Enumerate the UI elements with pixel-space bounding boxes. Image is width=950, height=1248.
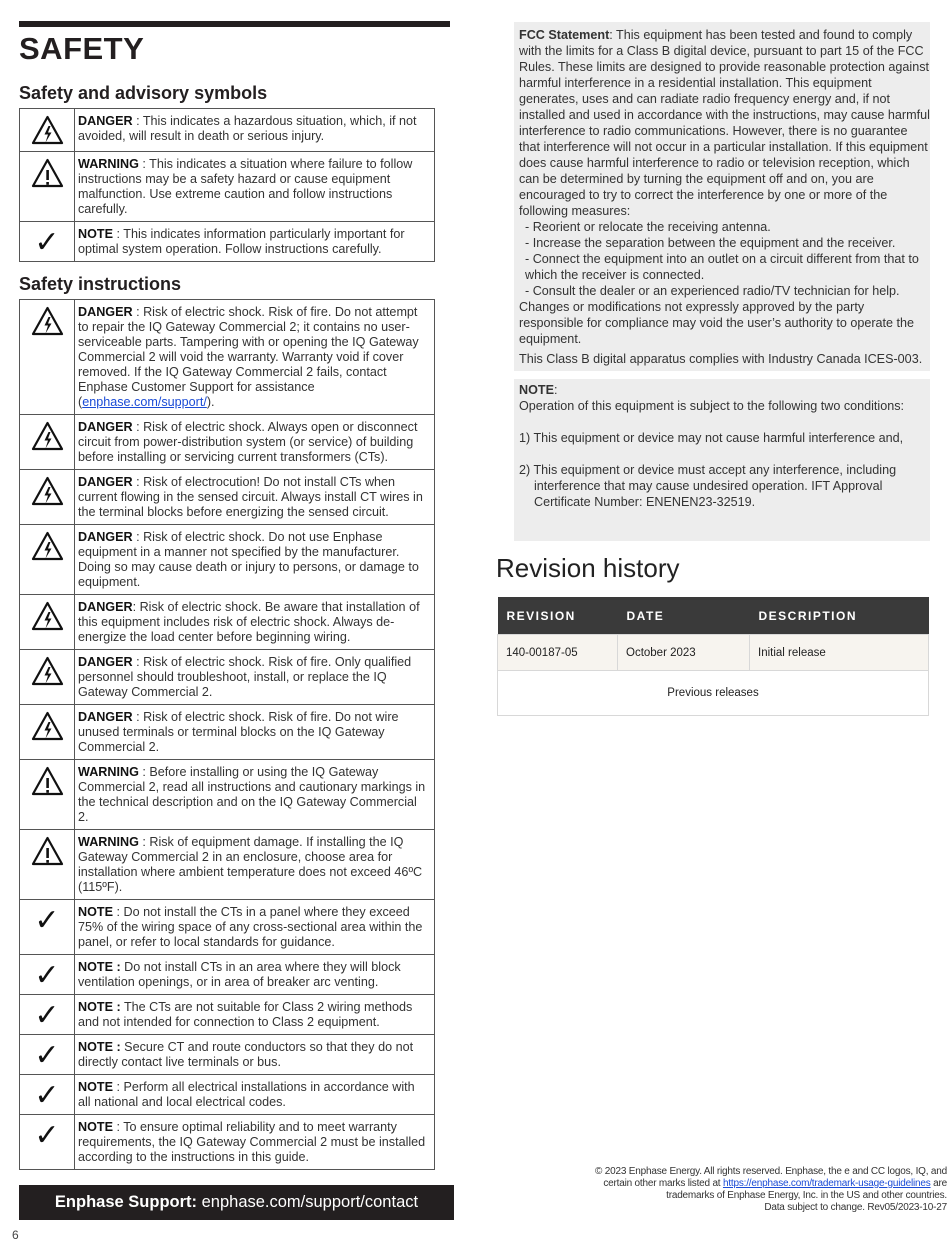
electric-shock-icon <box>31 711 64 741</box>
icon-cell <box>20 705 75 760</box>
table-row <box>20 525 435 595</box>
table-row <box>20 222 435 262</box>
table-row <box>20 830 435 900</box>
message-text: : Risk of equipment damage. If installing the IQ Gateway Commercial 2 in an enclosure, choose area for installation where ambient temperature does not exceed 46ºC (115ºF). <box>78 835 423 894</box>
icon-cell <box>20 109 75 152</box>
instructions-heading: Safety instructions <box>19 274 182 294</box>
support-banner <box>19 1185 454 1220</box>
message-label: DANGER <box>78 475 133 489</box>
electric-shock-icon <box>31 656 64 686</box>
message-text: : This indicates information particularly important for optimal system operation. Follow instructions carefully. <box>78 227 405 256</box>
message-text: : Do not install the CTs in a panel where they exceed 75% of the wiring space of any cross-sectional area within the panel, or refer to local standards for guidance. <box>78 905 423 949</box>
message-text: : Perform all electrical installations in accordance with all national and local electrical codes. <box>78 1080 415 1109</box>
col-description: DESCRIPTION <box>750 597 929 635</box>
message-cell <box>75 415 435 470</box>
message-text: : Risk of electrocution! Do not install CTs when current flowing in the sensed circuit. Always install CT wires in the terminal blocks before energizing the sensed circuit. <box>78 475 423 519</box>
fcc-changes: Changes or modifications not expressly approved by the party responsible for compliance may void the user’s authority to operate the equipment. <box>519 300 915 346</box>
message-label: DANGER <box>78 420 133 434</box>
icon-cell <box>20 595 75 650</box>
table-row <box>20 1115 435 1170</box>
message-label: DANGER <box>78 530 133 544</box>
message-text: : This indicates a situation where failure to follow instructions may be a safety hazard or cause equipment malfunction. Use extreme caution and follow instructions carefully. <box>78 157 413 216</box>
message-cell <box>75 650 435 705</box>
message-cell <box>75 760 435 830</box>
warning-icon <box>31 836 64 866</box>
table-row <box>20 995 435 1035</box>
electric-shock-icon <box>31 601 64 631</box>
message-text: : Risk of electric shock. Risk of fire. Do not attempt to repair the IQ Gateway Commercial 2; it contains no user-serviceable parts. Tampering with or opening the IQ Gateway Commercial 2 will void the warranty. Warranty void if cover removed. If the IQ Gateway Commercial 2 fails, contact Enphase Customer Support for assistance ( <box>78 305 419 409</box>
icon-cell <box>20 995 75 1035</box>
fcc-text: : This equipment has been tested and found to comply with the limits for a Class B digital device, pursuant to part 15 of the FCC Rules. These limits are designed to provide reasonable protection against harmful interference in a residential installation. This equipment generates, uses and can radiate radio frequency energy and, if not installed and used in accordance with the instructions, may cause harmful interference to radio communications. However, there is no guarantee that interference will not occur in a particular installation. If this equipment does cause harmful interference to radio or television reception, which can be determined by turning the equipment off and on, you are encouraged to try to correct the interference by one or more of the following measures: <box>519 28 930 218</box>
table-row <box>20 955 435 995</box>
icon-cell <box>20 1035 75 1075</box>
electric-shock-icon <box>31 306 64 336</box>
table-row <box>20 1075 435 1115</box>
revision-heading: Revision history <box>496 553 680 583</box>
message-text: : Risk of electric shock. Be aware that installation of this equipment includes risk of electric shock. Always de-energize the load center before beginning wiring. <box>78 600 420 644</box>
message-text: : This indicates a hazardous situation, which, if not avoided, will result in death or serious injury. <box>78 114 417 143</box>
icon-cell <box>20 1075 75 1115</box>
fcc-measure: - Increase the separation between the equipment and the receiver. <box>525 236 896 250</box>
icon-cell <box>20 300 75 415</box>
electric-shock-icon <box>31 421 64 451</box>
support-url-link[interactable]: enphase.com/support/ <box>82 395 207 409</box>
message-cell <box>75 1035 435 1075</box>
table-row <box>498 635 929 671</box>
message-text: : Risk of electric shock. Do not use Enphase equipment in a manner not specified by the manufacturer. Doing so may cause death or injury to persons, or damage to equipment. <box>78 530 419 589</box>
message-label: DANGER <box>78 655 133 669</box>
icon-cell <box>20 760 75 830</box>
message-cell <box>75 222 435 262</box>
message-label: NOTE : <box>78 960 121 974</box>
message-cell <box>75 152 435 222</box>
footer-line <box>567 1178 947 1190</box>
message-cell <box>75 995 435 1035</box>
support-link[interactable]: enphase.com/support/contact <box>201 1193 419 1211</box>
message-cell <box>75 1115 435 1170</box>
checkmark-icon: ✓ <box>34 958 60 993</box>
message-text: : Risk of electric shock. Always open or disconnect circuit from power-distribution system (or service) of building before installing or servicing current transformers (CTs). <box>78 420 418 464</box>
table-row <box>20 595 435 650</box>
table-row <box>20 152 435 222</box>
icon-cell <box>20 415 75 470</box>
note-intro: Operation of this equipment is subject to the following two conditions: <box>519 399 905 413</box>
footer-line: trademarks of Enphase Energy, Inc. in the US and other countries. <box>666 1190 947 1201</box>
checkmark-icon: ✓ <box>34 1118 60 1153</box>
table-row <box>20 1035 435 1075</box>
icon-cell <box>20 470 75 525</box>
message-label: WARNING <box>78 835 139 849</box>
message-label: NOTE : <box>78 1000 121 1014</box>
trademark-link[interactable]: https://enphase.com/trademark-usage-guidelines <box>722 1178 931 1189</box>
message-label: DANGER <box>78 600 133 614</box>
checkmark-icon: ✓ <box>34 1038 60 1073</box>
table-row <box>20 900 435 955</box>
table-row <box>20 470 435 525</box>
footer-text: are <box>930 1178 947 1189</box>
warning-icon <box>31 766 64 796</box>
note-condition-1: 1) This equipment or device may not cause harmful interference and, <box>519 431 904 445</box>
electric-shock-icon <box>31 531 64 561</box>
top-rule <box>19 21 450 27</box>
message-cell <box>75 830 435 900</box>
message-label: NOTE <box>78 1080 113 1094</box>
message-label: NOTE <box>78 1120 113 1134</box>
checkmark-icon: ✓ <box>34 1078 60 1113</box>
footer-legal <box>567 1166 947 1214</box>
revision-table <box>497 597 929 716</box>
note-label: NOTE <box>519 383 554 397</box>
electric-shock-icon <box>31 476 64 506</box>
note-box: NOTE: Operation of this equipment is subject to the following two conditions: 1) This equipment or device may not cause harmful interference and, 2) This equipment or device must accept any interference, including interference that may cause undesired operation. IFT Approval Certificate Number: ENENEN23-32519. <box>514 379 930 541</box>
symbols-heading: Safety and advisory symbols <box>19 83 268 103</box>
note-condition-2: 2) This equipment or device must accept any interference, including interference that may cause undesired operation. IFT Approval Certificate Number: ENENEN23-32519. <box>519 463 897 509</box>
table-row <box>20 650 435 705</box>
icon-cell <box>20 830 75 900</box>
icon-cell <box>20 1115 75 1170</box>
support-label: Enphase Support: <box>54 1193 198 1211</box>
message-label: NOTE <box>78 905 113 919</box>
message-text: : Risk of electric shock. Risk of fire. Only qualified personnel should troubleshoot, install, or replace the IQ Gateway Commercial 2. <box>78 655 412 699</box>
footer-line: © 2023 Enphase Energy. All rights reserved. Enphase, the e and CC logos, IQ, and <box>595 1166 947 1177</box>
revision-cell: 140-00187-05 <box>498 635 618 671</box>
date-cell: October 2023 <box>618 635 750 671</box>
table-row <box>20 760 435 830</box>
message-text: The CTs are not suitable for Class 2 wiring methods and not intended for connection to Class 2 equipment. <box>78 1000 413 1029</box>
fcc-label: FCC Statement <box>519 28 610 42</box>
instructions-table <box>19 299 435 1170</box>
warning-icon <box>31 158 64 188</box>
checkmark-icon: ✓ <box>34 225 60 260</box>
previous-releases-link[interactable]: Previous releases <box>498 671 929 716</box>
message-cell <box>75 470 435 525</box>
message-cell <box>75 900 435 955</box>
message-text: : Risk of electric shock. Risk of fire. Do not wire unused terminals or terminal blocks on the IQ Gateway Commercial 2. <box>78 710 399 754</box>
message-cell <box>75 300 435 415</box>
message-cell <box>75 955 435 995</box>
message-label: DANGER <box>78 710 133 724</box>
message-label: NOTE <box>78 227 113 241</box>
message-label: WARNING <box>78 765 139 779</box>
message-label: WARNING <box>78 157 139 171</box>
electric-shock-icon <box>31 115 64 145</box>
message-text: Secure CT and route conductors so that they do not directly contact live terminals or bus. <box>78 1040 414 1069</box>
message-text: Do not install CTs in an area where they will block ventilation openings, or in area of breaker arc venting. <box>78 960 401 989</box>
fcc-canada: This Class B digital apparatus complies with Industry Canada ICES-003. <box>519 352 923 366</box>
message-cell <box>75 705 435 760</box>
table-row <box>20 705 435 760</box>
page-number: 6 <box>12 1228 19 1242</box>
col-revision: REVISION <box>498 597 618 635</box>
icon-cell <box>20 152 75 222</box>
page-title: SAFETY <box>19 31 145 66</box>
icon-cell <box>20 525 75 595</box>
symbols-table <box>19 108 435 262</box>
icon-cell <box>20 650 75 705</box>
fcc-measure: - Consult the dealer or an experienced radio/TV technician for help. <box>525 284 900 298</box>
message-text: : To ensure optimal reliability and to meet warranty requirements, the IQ Gateway Commercial 2 must be installed according to the instructions in this guide. <box>78 1120 426 1164</box>
fcc-statement <box>514 22 930 371</box>
table-row <box>20 300 435 415</box>
message-text: ). <box>206 395 215 409</box>
checkmark-icon: ✓ <box>34 903 60 938</box>
col-date: DATE <box>618 597 750 635</box>
message-label: NOTE : <box>78 1040 121 1054</box>
icon-cell <box>20 900 75 955</box>
icon-cell <box>20 955 75 995</box>
footer-text: certain other marks listed at <box>603 1178 723 1189</box>
description-cell: Initial release <box>750 635 929 671</box>
table-row <box>20 109 435 152</box>
message-cell <box>75 525 435 595</box>
icon-cell <box>20 222 75 262</box>
fcc-measure: - Reorient or relocate the receiving antenna. <box>525 220 771 234</box>
checkmark-icon: ✓ <box>34 998 60 1033</box>
message-cell <box>75 1075 435 1115</box>
message-cell <box>75 595 435 650</box>
message-text: : Before installing or using the IQ Gateway Commercial 2, read all instructions and cautionary markings in the technical description and on the IQ Gateway Commercial 2. <box>78 765 426 824</box>
message-label: DANGER <box>78 305 133 319</box>
table-row <box>20 415 435 470</box>
fcc-measure: - Connect the equipment into an outlet on a circuit different from that to which the receiver is connected. <box>525 252 919 282</box>
message-label: DANGER <box>78 114 133 128</box>
footer-line: Data subject to change. Rev05/2023-10-27 <box>764 1202 947 1213</box>
message-cell <box>75 109 435 152</box>
